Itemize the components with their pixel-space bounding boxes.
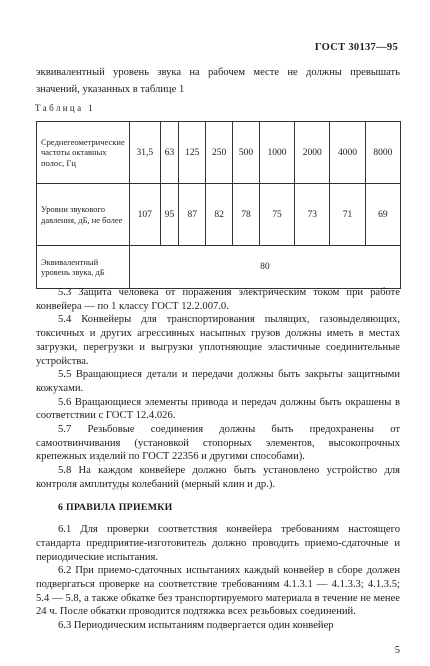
row-label-frequencies: Среднегеометрические частоты октавных полос, Гц (37, 122, 130, 184)
paragraph-5-6: 5.6 Вращающиеся элементы привода и передач должны быть окрашены в соответствии с ГОСТ 12.4.026. (36, 396, 400, 422)
table-cell: 250 (206, 122, 233, 184)
table-cell: 71 (330, 184, 365, 246)
row-label-equivalent: Эквивалентный уровень звука, дБ (37, 246, 130, 289)
paragraph-6-2: 6.2 При приемо-сдаточных испытаниях каждый конвейер в сборе должен подвергаться проверке на соответствие требованиям 4.1.3.1 — 4.1.3.3; 4.1.3.5; 5.4 — 5.8, а также обкатке без транспортируемого материала в течение не менее 24 ч. После обкатки проводится подтяжка всех резьбовых соединений. (36, 565, 400, 618)
body-text (36, 286, 400, 633)
table-cell: 75 (259, 184, 294, 246)
paragraph-5-8: 5.8 На каждом конвейере должно быть установлено устройство для контроля амплитуды колебаний (мерный клин и др.). (36, 465, 400, 490)
table-cell: 69 (365, 184, 400, 246)
table-cell: 4000 (330, 122, 365, 184)
table-cell: 73 (295, 184, 330, 246)
table-cell: 63 (160, 122, 179, 184)
paragraph-5-3: 5.3 Защита человека от поражения электрическим током при работе конвейера — по 1 классу ГОСТ 12.2.007.0. (36, 287, 400, 312)
table-cell-equivalent: 80 (129, 246, 400, 289)
noise-levels-table (36, 121, 401, 289)
paragraph-6-1: 6.1 Для проверки соответствия конвейера требованиям настоящего стандарта предприятие-изготовитель должно проводить приемо-сдаточные и периодические испытания. (36, 524, 400, 563)
table-cell: 107 (129, 184, 160, 246)
page-number: 5 (394, 645, 400, 656)
table-cell: 1000 (259, 122, 294, 184)
table-caption: Таблица 1 (35, 103, 96, 113)
section-6-heading: 6 ПРАВИЛА ПРИЕМКИ (58, 501, 173, 513)
paragraph-5-7: 5.7 Резьбовые соединения должны быть предохранены от самоотвинчивания (установкой стопорных элементов, высокопрочных крепежных изделий по ГОСТ 22356 и другими способами). (36, 424, 400, 463)
table-cell: 87 (179, 184, 206, 246)
table-row-sound-pressure (37, 184, 401, 246)
paragraph-6-3: 6.3 Периодическим испытаниям подвергается один конвейер (58, 620, 334, 632)
table-row-equivalent (37, 246, 401, 289)
table-row-frequencies (37, 122, 401, 184)
table-cell: 125 (179, 122, 206, 184)
table-cell: 82 (206, 184, 233, 246)
table-cell: 78 (233, 184, 260, 246)
table-cell: 31,5 (129, 122, 160, 184)
paragraph-5-4: 5.4 Конвейеры для транспортирования пылящих, газовыделяющих, токсичных и других агрессивных насыпных грузов должны иметь в местах загрузки, перегрузки и выгрузки уплотняющие эластичные соединительные устройства. (36, 314, 400, 367)
row-label-sound-pressure: Уровни звукового давления, дБ, не более (37, 184, 130, 246)
intro-paragraph: эквивалентный уровень звука на рабочем месте не должны превышать значений, указанных в таблице 1 (36, 67, 400, 95)
table-cell: 500 (233, 122, 260, 184)
paragraph-5-5: 5.5 Вращающиеся детали и передачи должны быть закрыты защитными кожухами. (36, 369, 400, 394)
table-cell: 8000 (365, 122, 400, 184)
standard-header: ГОСТ 30137—95 (314, 42, 398, 53)
table-cell: 2000 (295, 122, 330, 184)
table-cell: 95 (160, 184, 179, 246)
